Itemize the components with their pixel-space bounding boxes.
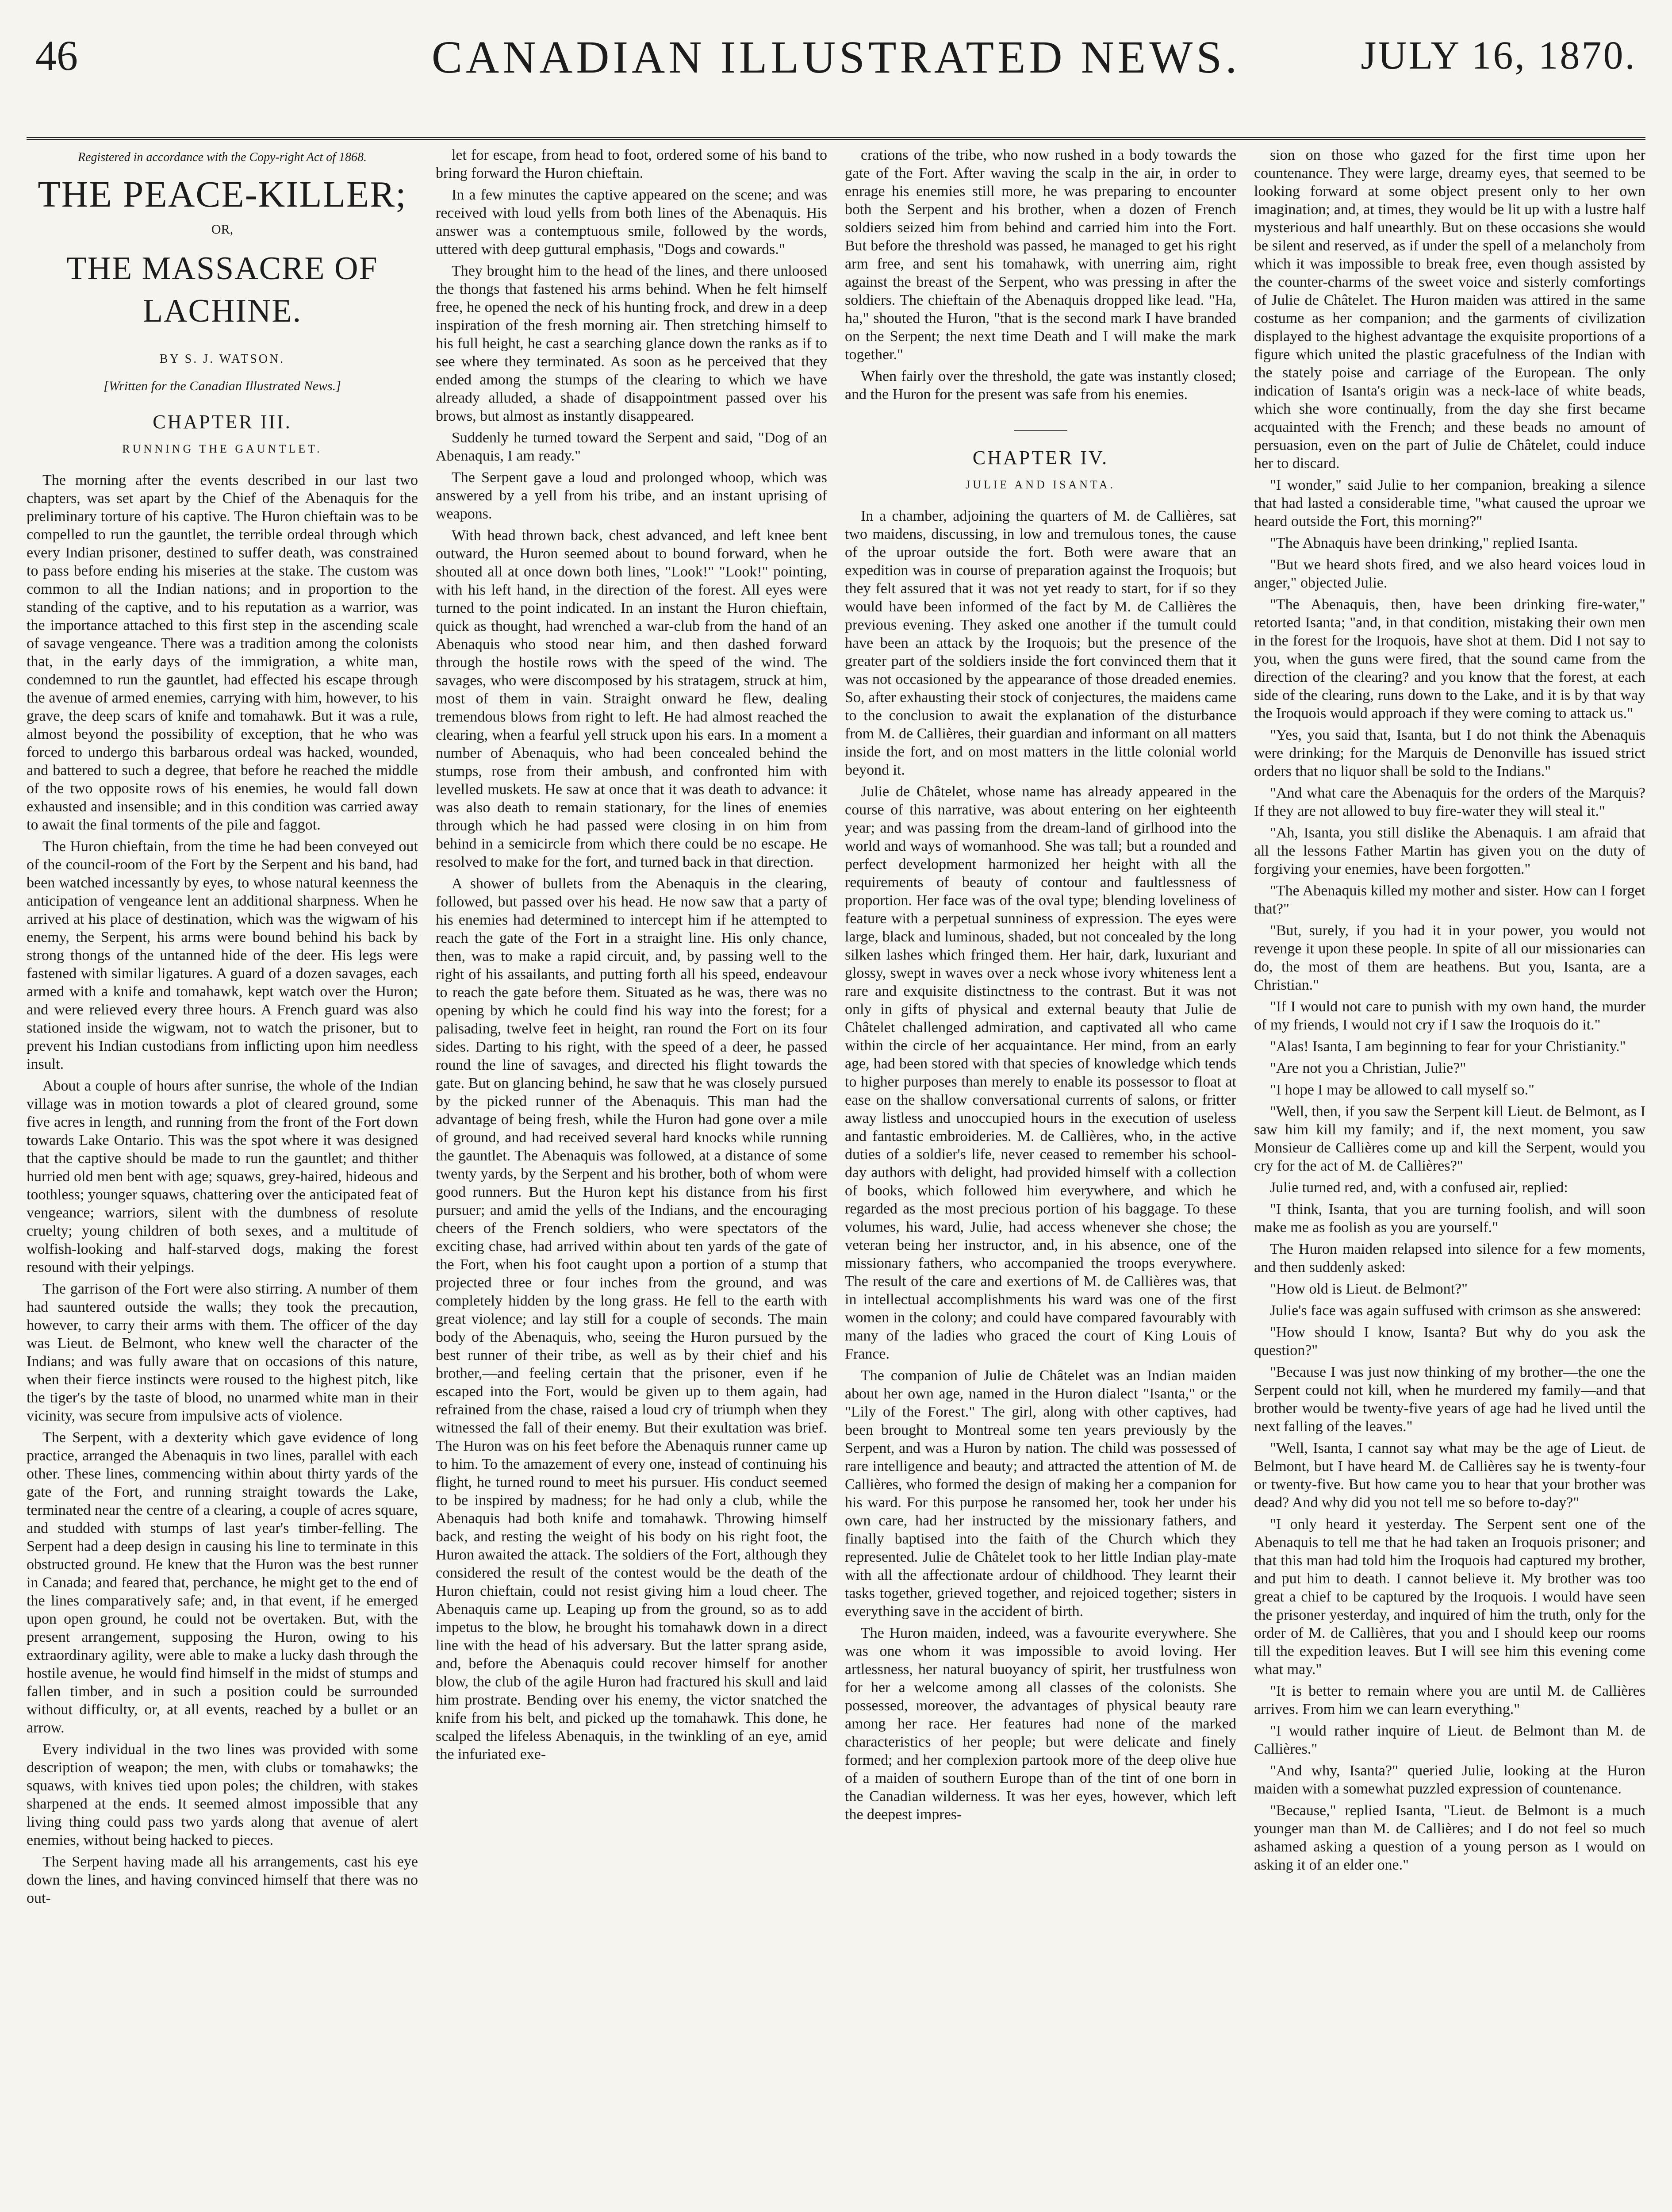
paragraph: The Huron maiden, indeed, was a favourite everywhere. She was one whom it was impossible to avoid loving. Her artlessness, her natural buoyancy of spirit, her trustfulness won for her a welcome among all classes of the colonists. She possessed, moreover, the advantages of physical beauty rare among her race. Her features had none of the marked characteristics of her people; but were delicate and finely formed; and her complexion partook more of the deep olive hue of a maiden of southern Europe than of the tint of one born in the Canadian wilderness. It was her eyes, however, which left the deepest impres- (845, 1625, 1236, 1823)
column-3 (845, 146, 1236, 2212)
paragraph: "Because," replied Isanta, "Lieut. de Belmont is a much younger man than M. de Callières; and I do not feel so much ashamed asking a question of a young person as I would on asking it of an elder one." (1254, 1802, 1645, 1873)
chapter-subheading: RUNNING THE GAUNTLET. (122, 442, 322, 455)
column-3-part-b (845, 507, 1236, 1824)
chapter-subheading: JULIE AND ISANTA. (966, 478, 1116, 491)
paragraph: "The Abnaquis have been drinking," replied Isanta. (1270, 535, 1578, 551)
paragraph: "I only heard it yesterday. The Serpent sent one of the Abenaquis to tell me that he had taken an Iroquois prisoner; and that this man had told him the Iroquois had captured my brother, and put him to death. I cannot believe it. My brother was too great a chief to be captured by the Iroquois. I would have seen the prisoner yesterday, and inquired of him the truth, only for the order of M. de Callières, that you and I should keep our rooms till the expedition leaves. But I will see him this evening come what may." (1254, 1516, 1645, 1678)
paragraph: The Serpent gave a loud and prolonged whoop, which was answered by a yell from his tribe, and an instant uprising of weapons. (436, 469, 827, 522)
paragraph: Julie de Châtelet, whose name has already appeared in the course of this narrative, was about entering on her eighteenth year; and was passing from the dream-land of girlhood into the world and ways of womanhood. She was tall; but a rounded and perfect development harmonized her height with all the requirements of beauty of contour and faultlessness of proportion. Her face was of the oval type; blending loveliness of feature with a perpetual sunniness of expression. The eyes were large, black and luminous, shaded, but not concealed by the long silken lashes which fringed them. Her hair, dark, luxuriant and glossy, swept in waves over a neck whose ivory whiteness lent a rare and exquisite distinctness to the contrast. But it was not only in gifts of physical and external beauty that Julie de Châtelet challenged admiration, and captivated all who came within the circle of her acquaintance. Her mind, from an early age, had been stored with that species of knowledge which tends to higher purposes than merely to enable its possessor to float at ease on the shallow conversational currents of salons, or fritter away listless and unoccupied hours in the execution of useless and fantastic embroideries. M. de Callières, who, in the active duties of a soldier's life, never ceased to remember his school-day authors with delight, had provided himself with a collection of books, which followed him everywhere, and which he regarded as the most precious portion of his baggage. To these volumes, his ward, Julie, had access whenever she chose; the veteran being her instructor, and, in his absence, one of the missionary fathers, who accompanied the troops everywhere. The result of the care and exertions of M. de Callières was, that in intellectual accomplishments his ward was one of the first women in the colony; and could have compared favourably with many of the ladies who graced the court of King Louis of France. (845, 783, 1236, 1362)
paragraph: The garrison of the Fort were also stirring. A number of them had sauntered outside the walls; they took the precaution, however, to carry their arms with them. The officer of the day was Lieut. de Belmont, who knew well the character of the Indians; and was fully aware that on occasions of this nature, when their fierce instincts were roused to the highest pitch, like the tiger's by the taste of blood, no unarmed white man in their vicinity, was secure from impulsive acts of violence. (27, 1281, 418, 1424)
paragraph: The morning after the events described in our last two chapters, was set apart by the Chief of the Abenaquis for the preliminary torture of his captive. The Huron chieftain was to be compelled to run the gauntlet, the terrible ordeal through which every Indian prisoner, destined to suffer death, was constrained to pass before ending his miseries at the stake. The custom was common to all the Indian nations; and in proportion to the standing of the captive, and to his reputation as a warrior, was the importance attached to this first step in the ascending scale of savage vengeance. There was a tradition among the colonists that, in the early days of the immigration, a white man, condemned to run the gauntlet, had effected his escape through the avenue of armed enemies, carrying with him, however, to his grave, the deep scars of knife and tomahawk. But it was a rule, almost beyond the possibility of exception, that he who was forced to undergo this barbarous ordeal was hacked, wounded, and battered to such a degree, that before he reached the middle of the two opposite rows of his enemies, he would fall down exhausted and insensible; and in this condition was carried away to await the final torments of the pile and faggot. (27, 472, 418, 833)
paragraph: About a couple of hours after sunrise, the whole of the Indian village was in motion towards a plot of cleared ground, some five acres in length, and running from the front of the Fort down towards Lake Ontario. This was the spot where it was designed that the captive should be made to run the gauntlet; and thither hurried old men bent with age; squaws, grey-haired, hideous and toothless; younger squaws, chattering over the anticipated feat of vengeance; warriors, silent with the dumbness of resolute cruelty; young children of both sexes, and a multitude of wolfish-looking and half-starved dogs, making the forest resound with their yelpings. (27, 1078, 418, 1275)
paragraph: A shower of bullets from the Abenaquis in the clearing, followed, but passed over his head. He now saw that a party of his enemies had determined to intercept him if he attempted to reach the gate of the Fort in a straight line. His only chance, then, was to make a rapid circuit, and, by passing well to the right of his assailants, and putting forth all his speed, endeavour to reach the gate before them. Situated as he was, there was no opening by which he could find his way into the forest; for a palisading, twelve feet in height, ran round the Fort on its four sides. Darting to his right, with the speed of a deer, he passed round the line of savages, and directed his flight towards the gate. But on glancing behind, he saw that he was closely pursued by the picked runner of the Abenaquis. This man had the advantage of being fresh, while the Huron had gone over a mile of ground, and had received several hard knocks while running the gauntlet. The Abenaquis was followed, at a distance of some twenty yards, by the Serpent and his brother, both of whom were good runners. But the Huron kept his distance from his first pursuer; and amid the yells of the Indians, and the encouraging cheers of the French soldiers, who were spectators of the exciting chase, had arrived within about ten yards of the gate of the Fort, when his foot caught upon a portion of a stump that projected three or four inches from the ground, and was completely hidden by the long grass. He fell to the earth with great violence; and lay still for a couple of seconds. The main body of the Abenaquis, who, seeing the Huron pursued by the best runner of their tribe, as well as by their chief and his brother,—and feeling certain that the prisoner, even if he escaped into the Fort, would be given up to them again, had refrained from the chase, raised a loud cry of triumph when they witnessed the fall of their enemy. But their exultation was brief. The Huron was on his feet before the Abenaquis runner came up to him. To the amazement of every one, instead of continuing his flight, he turned round to meet his pursuer. His conduct seemed to be inspired by madness; for he had only a club, while the Abenaquis had both knife and tomahawk. Throwing himself back, and resting the weight of his body on his right foot, the Huron awaited the attack. The soldiers of the Fort, although they considered the result of the contest would be the death of the Huron chieftain, could not resist giving him a loud cheer. The Abenaquis came up. Leaping up from the ground, so as to add impetus to the blow, he brought his tomahawk down in a direct line with the head of his adversary. But the latter sprang aside, and, before the Abenaquis could recover himself for another blow, the club of the agile Huron had fractured his skull and laid him prostrate. Bending over his enemy, the victor snatched the knife from his belt, and picked up the tomahawk. This done, he scalped the lifeless Abenaquis, in the twinkling of an eye, amid the infuriated exe- (436, 876, 827, 1763)
paragraph: "Ah, Isanta, you still dislike the Abenaquis. I am afraid that all the lessons Father Martin has given you on the duty of forgiving your enemies, have been forgotten." (1254, 825, 1645, 877)
story-or: OR, (211, 222, 234, 237)
paragraph: "I wonder," said Julie to her companion, breaking a silence that had lasted a considerable time, "what caused the uproar we heard outside the Fort, this morning?" (1254, 477, 1645, 530)
column-1 (27, 146, 418, 2212)
paragraph: "How should I know, Isanta? But why do you ask the question?" (1254, 1324, 1645, 1359)
paragraph: "Alas! Isanta, I am beginning to fear for your Christianity." (1270, 1038, 1626, 1055)
paragraph: The Huron maiden relapsed into silence for a few moments, and then suddenly asked: (1254, 1241, 1645, 1275)
story-title: THE PEACE-KILLER; (38, 174, 407, 215)
paragraph: "I would rather inquire of Lieut. de Belmont than M. de Callières." (1254, 1723, 1645, 1757)
paragraph: When fairly over the threshold, the gate was instantly closed; and the Huron for the present was safe from his enemies. (845, 368, 1236, 403)
column-2 (436, 146, 827, 2212)
paragraph: Suddenly he turned toward the Serpent and said, "Dog of an Abenaquis, I am ready." (436, 430, 827, 464)
paragraph: "I hope I may be allowed to call myself so." (1270, 1082, 1535, 1098)
paragraph: "I think, Isanta, that you are turning foolish, and will soon make me as foolish as you are yourself." (1254, 1201, 1645, 1236)
article-columns (27, 146, 1645, 2212)
byline: BY S. J. WATSON. (159, 352, 285, 366)
chapter-heading: CHAPTER III. (153, 411, 292, 433)
paragraph: Julie turned red, and, with a confused air, replied: (1270, 1179, 1568, 1196)
paragraph: "But, surely, if you had it in your power, you would not revenge it upon these people. In spite of all our missionaries can do, the most of them are heathens. But you, Isanta, are a Christian." (1254, 922, 1645, 993)
paragraph: "If I would not care to punish with my own hand, the murder of my friends, I would not cry if I saw the Iroquois do it." (1254, 998, 1645, 1033)
paragraph: "The Abenaquis killed my mother and sister. How can I forget that?" (1254, 883, 1645, 917)
paragraph: let for escape, from head to foot, ordered some of his band to bring forward the Huron chieftain. (436, 147, 827, 181)
paragraph: In a chamber, adjoining the quarters of M. de Callières, sat two maidens, discussing, in low and tremulous tones, the cause of the uproar outside the fort. Both were aware that an expedition was in course of preparation against the Iroquois; but they felt assured that it was not yet ready to start, for if so they would have been informed of the fact by M. de Callières the previous evening. They asked one another if the tumult could have been an attack by the Iroquois; but the presence of the greater part of the soldiers inside the fort convinced them that it was not occasioned by the appearance of those dreaded enemies. So, after exhausting their stock of conjectures, the maidens came to the conclusion to await the explanation of the disturbance from M. de Callières, their guardian and informant on all matters inside the fort, and on most matters in the little colonial world beyond it. (845, 508, 1236, 778)
paragraph: The companion of Julie de Châtelet was an Indian maiden about her own age, named in the Huron dialect "Isanta," or the "Lily of the Forest." The girl, along with other captives, had been brought to Montreal some ten years previously by the Serpent, and was a Huron by nation. The child was possessed of rare intelligence and beauty; and attracted the attention of M. de Callières, who formed the design of making her a companion for his ward. For this purpose he ransomed her, took her under his own care, had her instructed by the missionary fathers, and finally baptised into the faith of the Church which they represented. Julie de Châtelet took to her little Indian play-mate with all the affectionate ardour of childhood. They learnt their tasks together, grieved together, and rejoiced together; sisters in everything save in the accident of birth. (845, 1367, 1236, 1620)
paragraph: "And what care the Abenaquis for the orders of the Marquis? If they are not allowed to buy fire-water they will steal it." (1254, 785, 1645, 819)
paragraph: Julie's face was again suffused with crimson as she answered: (1270, 1302, 1641, 1319)
paragraph: In a few minutes the captive appeared on the scene; and was received with loud yells from both lines of the Abenaquis. His answer was a contemptuous smile, followed by the words, uttered with deep guttural emphasis, "Dogs and cowards." (436, 187, 827, 257)
paragraph: With head thrown back, chest advanced, and left knee bent outward, the Huron seemed about to bound forward, when he shouted all at once down both lines, "Look!" "Look!" pointing, with his left hand, in the direction of the forest. All eyes were turned to the point indicated. In an instant the Huron chieftain, quick as thought, had wrenched a war-club from the hand of an Abenaquis who stood near him, and then dashed forward through the hostile rows with the speed of the wind. The savages, who were discomposed by his stratagem, struck at him, most of them in vain. Straight onward he flew, dealing tremendous blows from right to left. He had almost reached the clearing, when a fearful yell struck upon his ears. In a moment a number of Abenaquis, who had been concealed behind the stumps, rose from their ambush, and confronted him with levelled muskets. He saw at once that it was death to advance: it was also death to remain stationary, for the lines of enemies through which he had passed were closing in on him from behind in a semicircle from which there could be no escape. He resolved to make for the fort, and turned back in that direction. (436, 527, 827, 870)
registered-note: Registered in accordance with the Copy-right Act of 1868. (78, 150, 367, 164)
paragraph: "And why, Isanta?" queried Julie, looking at the Huron maiden with a somewhat puzzled expression of countenance. (1254, 1763, 1645, 1797)
paragraph: The Serpent, with a dexterity which gave evidence of long practice, arranged the Abenaquis in two lines, parallel with each other. These lines, commencing within about thirty yards of the gate of the Fort, and running straight towards the Lake, terminated near the centre of a clearing, a couple of acres square, and studded with stumps of last year's timber-felling. The Serpent had a deep design in causing his line to terminate in this obstructed ground. He knew that the Huron was the best runner in Canada; and feared that, perchance, he might get to the end of the lines comparatively safe; and, in that event, if he emerged upon open ground, he could not be overtaken. But, with the present arrangement, supposing the Huron, owing to his extraordinary agility, were able to make a lucky dash through the hostile avenue, he would find himself in the midst of stumps and fallen timber, and in such a position could be surrounded without difficulty, or, at all events, reached by a bullet or an arrow. (27, 1429, 418, 1736)
chapter-heading: CHAPTER IV. (972, 447, 1109, 469)
paragraph: The Serpent having made all his arrangements, cast his eye down the lines, and having convinced himself that there was no out- (27, 1854, 418, 1906)
masthead (27, 22, 1645, 140)
paragraph: "Are not you a Christian, Julie?" (1270, 1060, 1466, 1076)
story-subtitle: THE MASSACRE OF LACHINE. (66, 250, 378, 329)
paragraph: "Well, then, if you saw the Serpent kill Lieut. de Belmont, as I saw him kill my family; and if, the next moment, you saw Monsieur de Callières come up and kill the Serpent, would you cry for the act of M. de Callières?" (1254, 1103, 1645, 1174)
column-3-part-a (845, 146, 1236, 403)
paragraph: "The Abenaquis, then, have been drinking fire-water," retorted Isanta; "and, in that condition, mistaking their own men in the forest for the Iroquois, have shot at them. Did I not say to you, when the guns were fired, that the sound came from the direction of the clearing? and you know that the forest, at each side of the clearing, runs down to the Lake, and it is by that way the Iroquois would approach if they were coming to attack us." (1254, 596, 1645, 722)
paragraph: They brought him to the head of the lines, and there unloosed the thongs that fastened his arms behind. When he felt himself free, he opened the neck of his hunting frock, and drew in a deep inspiration of the fresh morning air. Then stretching himself to his full height, he cast a searching glance down the ranks as if to see where they terminated. As soon as he perceived that they ended among the stumps of the clearing to which we have already alluded, a shade of disappointment passed over his brows, but almost as instantly disappeared. (436, 263, 827, 424)
paragraph: "How old is Lieut. de Belmont?" (1270, 1281, 1468, 1297)
page-number: 46 (35, 32, 78, 79)
paragraph: The Huron chieftain, from the time he had been conveyed out of the council-room of the Fort by the Serpent and his band, had been watched incessantly by eyes, to whose natural keenness the anticipation of vengeance lent an additional sharpness. When he arrived at his place of destination, which was the wigwam of his enemy, the Serpent, his arms were bound behind his back by strong thongs of the untanned hide of the deer. His legs were fastened with similar ligatures. A guard of a dozen savages, each armed with a knife and tomahawk, kept watch over the Huron; and were relieved every three hours. A French guard was also stationed inside the wigwam, not to watch the prisoner, but to prevent his Indian custodians from inflicting upon him needless insult. (27, 838, 418, 1072)
newspaper-title: CANADIAN ILLUSTRATED NEWS. (431, 32, 1241, 83)
section-divider (1014, 430, 1067, 431)
paragraph: crations of the tribe, who now rushed in a body towards the gate of the Fort. After waving the scalp in the air, in order to enrage his enemies still more, he was preparing to encounter both the Serpent and his brother, when a dozen of French soldiers seized him from behind and carried him into the Fort. But before the threshold was passed, he managed to get his right arm free, and sent his tomahawk, with unerring aim, right against the breast of the Serpent, who was pressing in after the soldiers. The chieftain of the Abenaquis dropped like lead. "Ha, ha," shouted the Huron, "that is the second mark I have branded on the Serpent; the next time Death and I will make the mark together." (845, 147, 1236, 363)
paragraph: "Yes, you said that, Isanta, but I do not think the Abenaquis were drinking; for the Marquis de Denonville has issued strict orders that no liquor shall be sold to the Indians." (1254, 727, 1645, 780)
paragraph: "But we heard shots fired, and we also heard voices loud in anger," objected Julie. (1254, 557, 1645, 591)
paragraph: "Because I was just now thinking of my brother—the one the Serpent could not kill, when he murdered my family—and that brother would be twenty-five years of age had he lived until the next falling of the leaves." (1254, 1364, 1645, 1435)
written-note: [Written for the Canadian Illustrated News.] (104, 379, 341, 393)
paragraph: sion on those who gazed for the first time upon her countenance. They were large, dreamy eyes, that seemed to be looking forward at some object present only to her own imagination; and, at times, they would be lit up with a lustre half mysterious and half unearthly. But on these occasions she would be silent and reserved, as if under the spell of a melancholy from which it was impossible to break free, even though assisted by the counter-charms of the sweet voice and sisterly comfortings of Julie de Châtelet. The Huron maiden was attired in the same costume as her companion; and the garments of civilization displayed to the highest advantage the exquisite proportions of a figure which united the plastic gracefulness of the Indian with the stately poise and carriage of the European. The only indication of Isanta's origin was a neck-lace of white beads, which she wore continually, from the day she first became acquainted with the French; and these beads no amount of persuasion, even on the part of Julie de Châtelet, could induce her to discard. (1254, 147, 1645, 472)
column-4 (1254, 146, 1645, 2212)
paragraph: "It is better to remain where you are until M. de Callières arrives. From him we can learn everything." (1254, 1683, 1645, 1717)
issue-date: JULY 16, 1870. (1361, 34, 1637, 77)
paragraph: Every individual in the two lines was provided with some description of weapon; the men, with clubs or tomahawks; the squaws, with knives tied upon poles; the children, with stakes sharpened at the ends. It seemed almost impossible that any living thing could pass two yards along that avenue of alert enemies, without being hacked to pieces. (27, 1741, 418, 1848)
paragraph: "Well, Isanta, I cannot say what may be the age of Lieut. de Belmont, but I have heard M. de Callières say he is twenty-four or twenty-five. But how came you to hear that your brother was dead? And why did you not tell me so before to-day?" (1254, 1440, 1645, 1511)
